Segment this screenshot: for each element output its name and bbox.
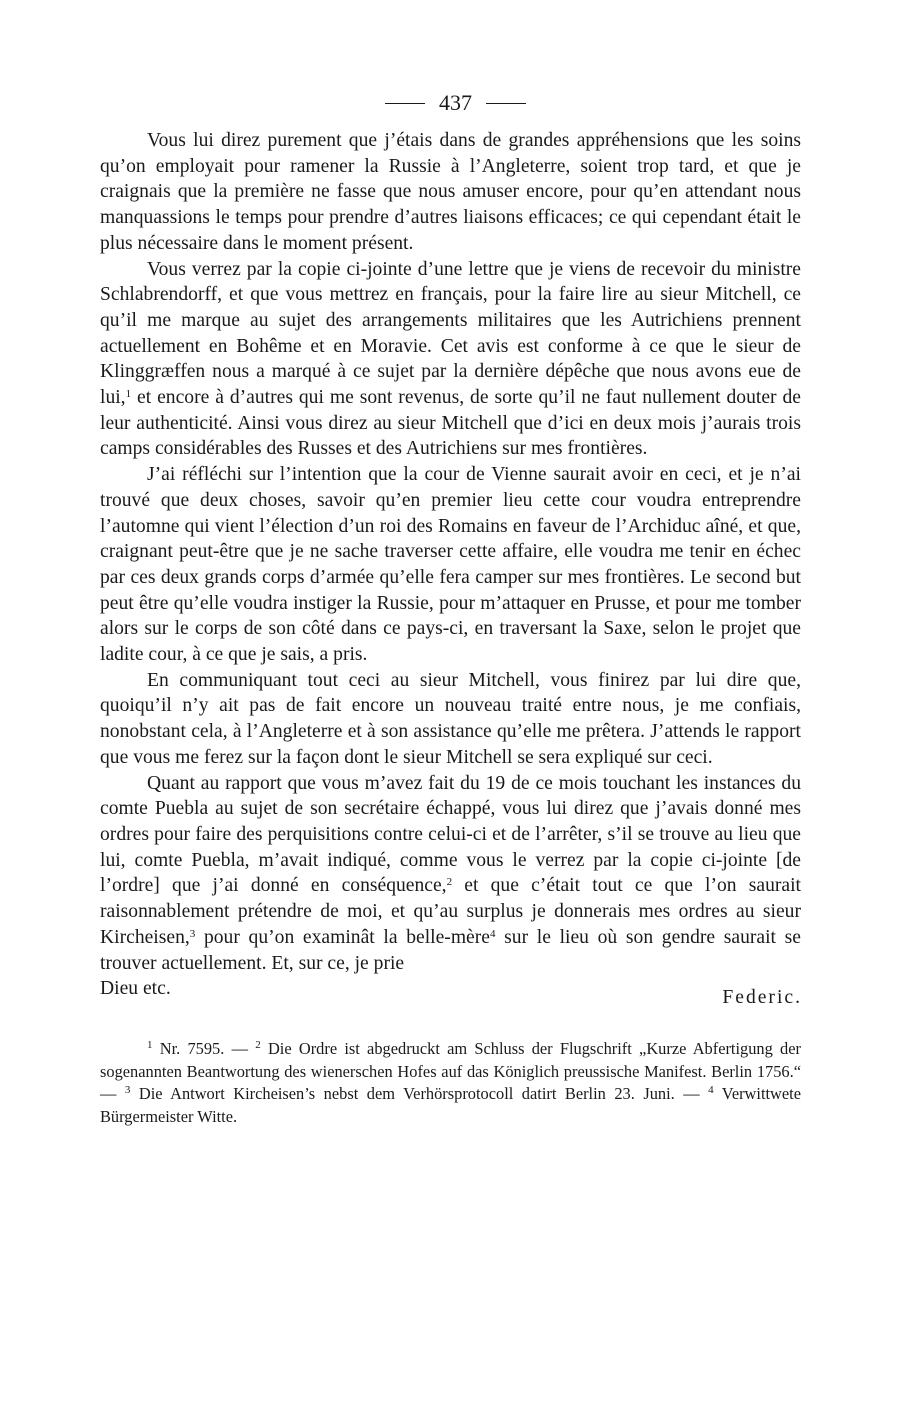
footnote-number-2: 2 [255,1038,261,1051]
footnote-text-1: Nr. 7595. — [152,1038,256,1058]
footnote-number-3: 3 [124,1084,131,1097]
paragraph-2-text-b: et encore à d’autres qui me sont revenus, de sorte qu’il ne faut nullement douter de leur authenticité. Ainsi vous direz au sieur Mitchell que d’ici en deux mois j’aurais trois camps considérables des Russes et des Autrichiens sur mes frontières. [100,387,801,460]
paragraph-5-text-a: Quant au rapport que vous m’avez fait du 19 de ce mois touchant les instances du comte Puebla au sujet de son secrétaire échappé, vous lui direz que j’avais donné mes ordres pour faire des perquisitions contre celui-ci et de l’arrêter, s’il se trouve au lieu que lui, comte Puebla, m’avait indiqué, comme vous le verrez par la copie ci-jointe [de l’ordre] que j’ai donné en conséquence, [100,772,801,897]
footnotes [100,1038,801,1128]
paragraph-5 [100,771,801,977]
paragraph-5-text-c: pour qu’on examinât la belle-mère [195,926,490,948]
letter-body [100,128,802,1009]
footnote-text-3: Die Antwort Kircheisen’s nebst dem Verhörsprotocoll datirt Berlin 23. Juni. — [130,1084,709,1104]
paragraph-2 [100,257,801,463]
paragraph-5-text-b: et que c’était tout ce que l’on saurait raisonnablement prétendre de moi, et qu’au surplus je donnerais mes ordres au sieur Kircheisen, [100,875,801,948]
paragraph-1 [100,128,801,257]
footnote-number-1: 1 [147,1038,153,1051]
footnote-text-2: Die Ordre ist abgedruckt am Schluss der Flugschrift „Kurze Abfertigung der sogenannten Beantwortung des wienerschen Hofes auf das Königlich preussische Manifest. Berlin 1756.“ — [100,1038,801,1104]
paragraph-3 [100,462,801,668]
footnote-ref-1: 1 [125,388,132,401]
closing-formula: Dieu etc. [100,978,171,1000]
document-page [100,88,801,1128]
signature: Federic. [722,987,802,1009]
footnote-ref-2: 2 [446,876,453,889]
page-number: 437 [439,90,472,115]
paragraph-2-text-a: Vous verrez par la copie ci-jointe d’une lettre que je viens de recevoir du ministre Schlabrendorff, et que vous mettrez en français, pour la faire lire au sieur Mitchell, ce qu’il me marque au sujet des arrangements militaires que les Autrichiens prennent actuellement en Bohême et en Moravie. Cet avis est conforme à ce que le sieur de Klinggræffen nous a marqué à ce sujet par la dernière dépêche que nous avons eue de lui, [100,258,801,409]
header-dash-left [385,103,425,104]
page-header [110,88,801,118]
header-dash-right [486,103,526,104]
footnote-ref-4: 4 [489,927,496,940]
footnote-ref-3: 3 [189,927,196,940]
paragraph-4 [100,668,801,771]
footnote-text-4: Verwittwete Bürgermeister Witte. [100,1084,801,1126]
paragraph-3-text: J’ai réfléchi sur l’intention que la cour de Vienne saurait avoir en ceci, et je n’ai trouvé que deux choses, savoir qu’en premier lieu cette cour voudra entreprendre l’automne qui vient l’élection d’un roi des Romains en faveur de l’Archiduc aîné, et que, craignant peut-être que je ne sache traverser cette affaire, elle voudra me tenir en échec par ces deux grands corps d’armée qu’elle fera camper sur mes frontières. Le second but peut être qu’elle voudra instiger la Russie, pour m’attaquer en Prusse, et pour me tomber alors sur le corps de son côté dans ce pays-ci, en traversant la Saxe, selon le projet que ladite cour, à ce que je sais, a pris. [100,464,801,666]
paragraph-5-text-d: sur le lieu où son gendre saurait se trouver actuellement. Et, sur ce, je prie [100,926,801,974]
footnote-number-4: 4 [708,1084,714,1097]
paragraph-4-text: En communiquant tout ceci au sieur Mitchell, vous finirez par lui dire que, quoiqu’il n’y ait pas de fait encore un nouveau traité entre nous, je me confiais, nonobstant cela, à l’Angleterre et à son assistance qu’elle me prêtera. J’attends le rapport que vous me ferez sur la façon dont le sieur Mitchell se sera expliqué sur ceci. [100,669,801,768]
closing-line [100,976,802,1009]
paragraph-1-text: Vous lui direz purement que j’étais dans de grandes appréhensions que les soins qu’on employait pour ramener la Russie à l’Angleterre, soient trop tard, et que je craignais que la première ne fasse que nous amuser encore, pour qu’en attendant nous manquassions le temps pour prendre d’autres liaisons efficaces; ce qui cependant était le plus nécessaire dans le moment présent. [100,130,801,254]
